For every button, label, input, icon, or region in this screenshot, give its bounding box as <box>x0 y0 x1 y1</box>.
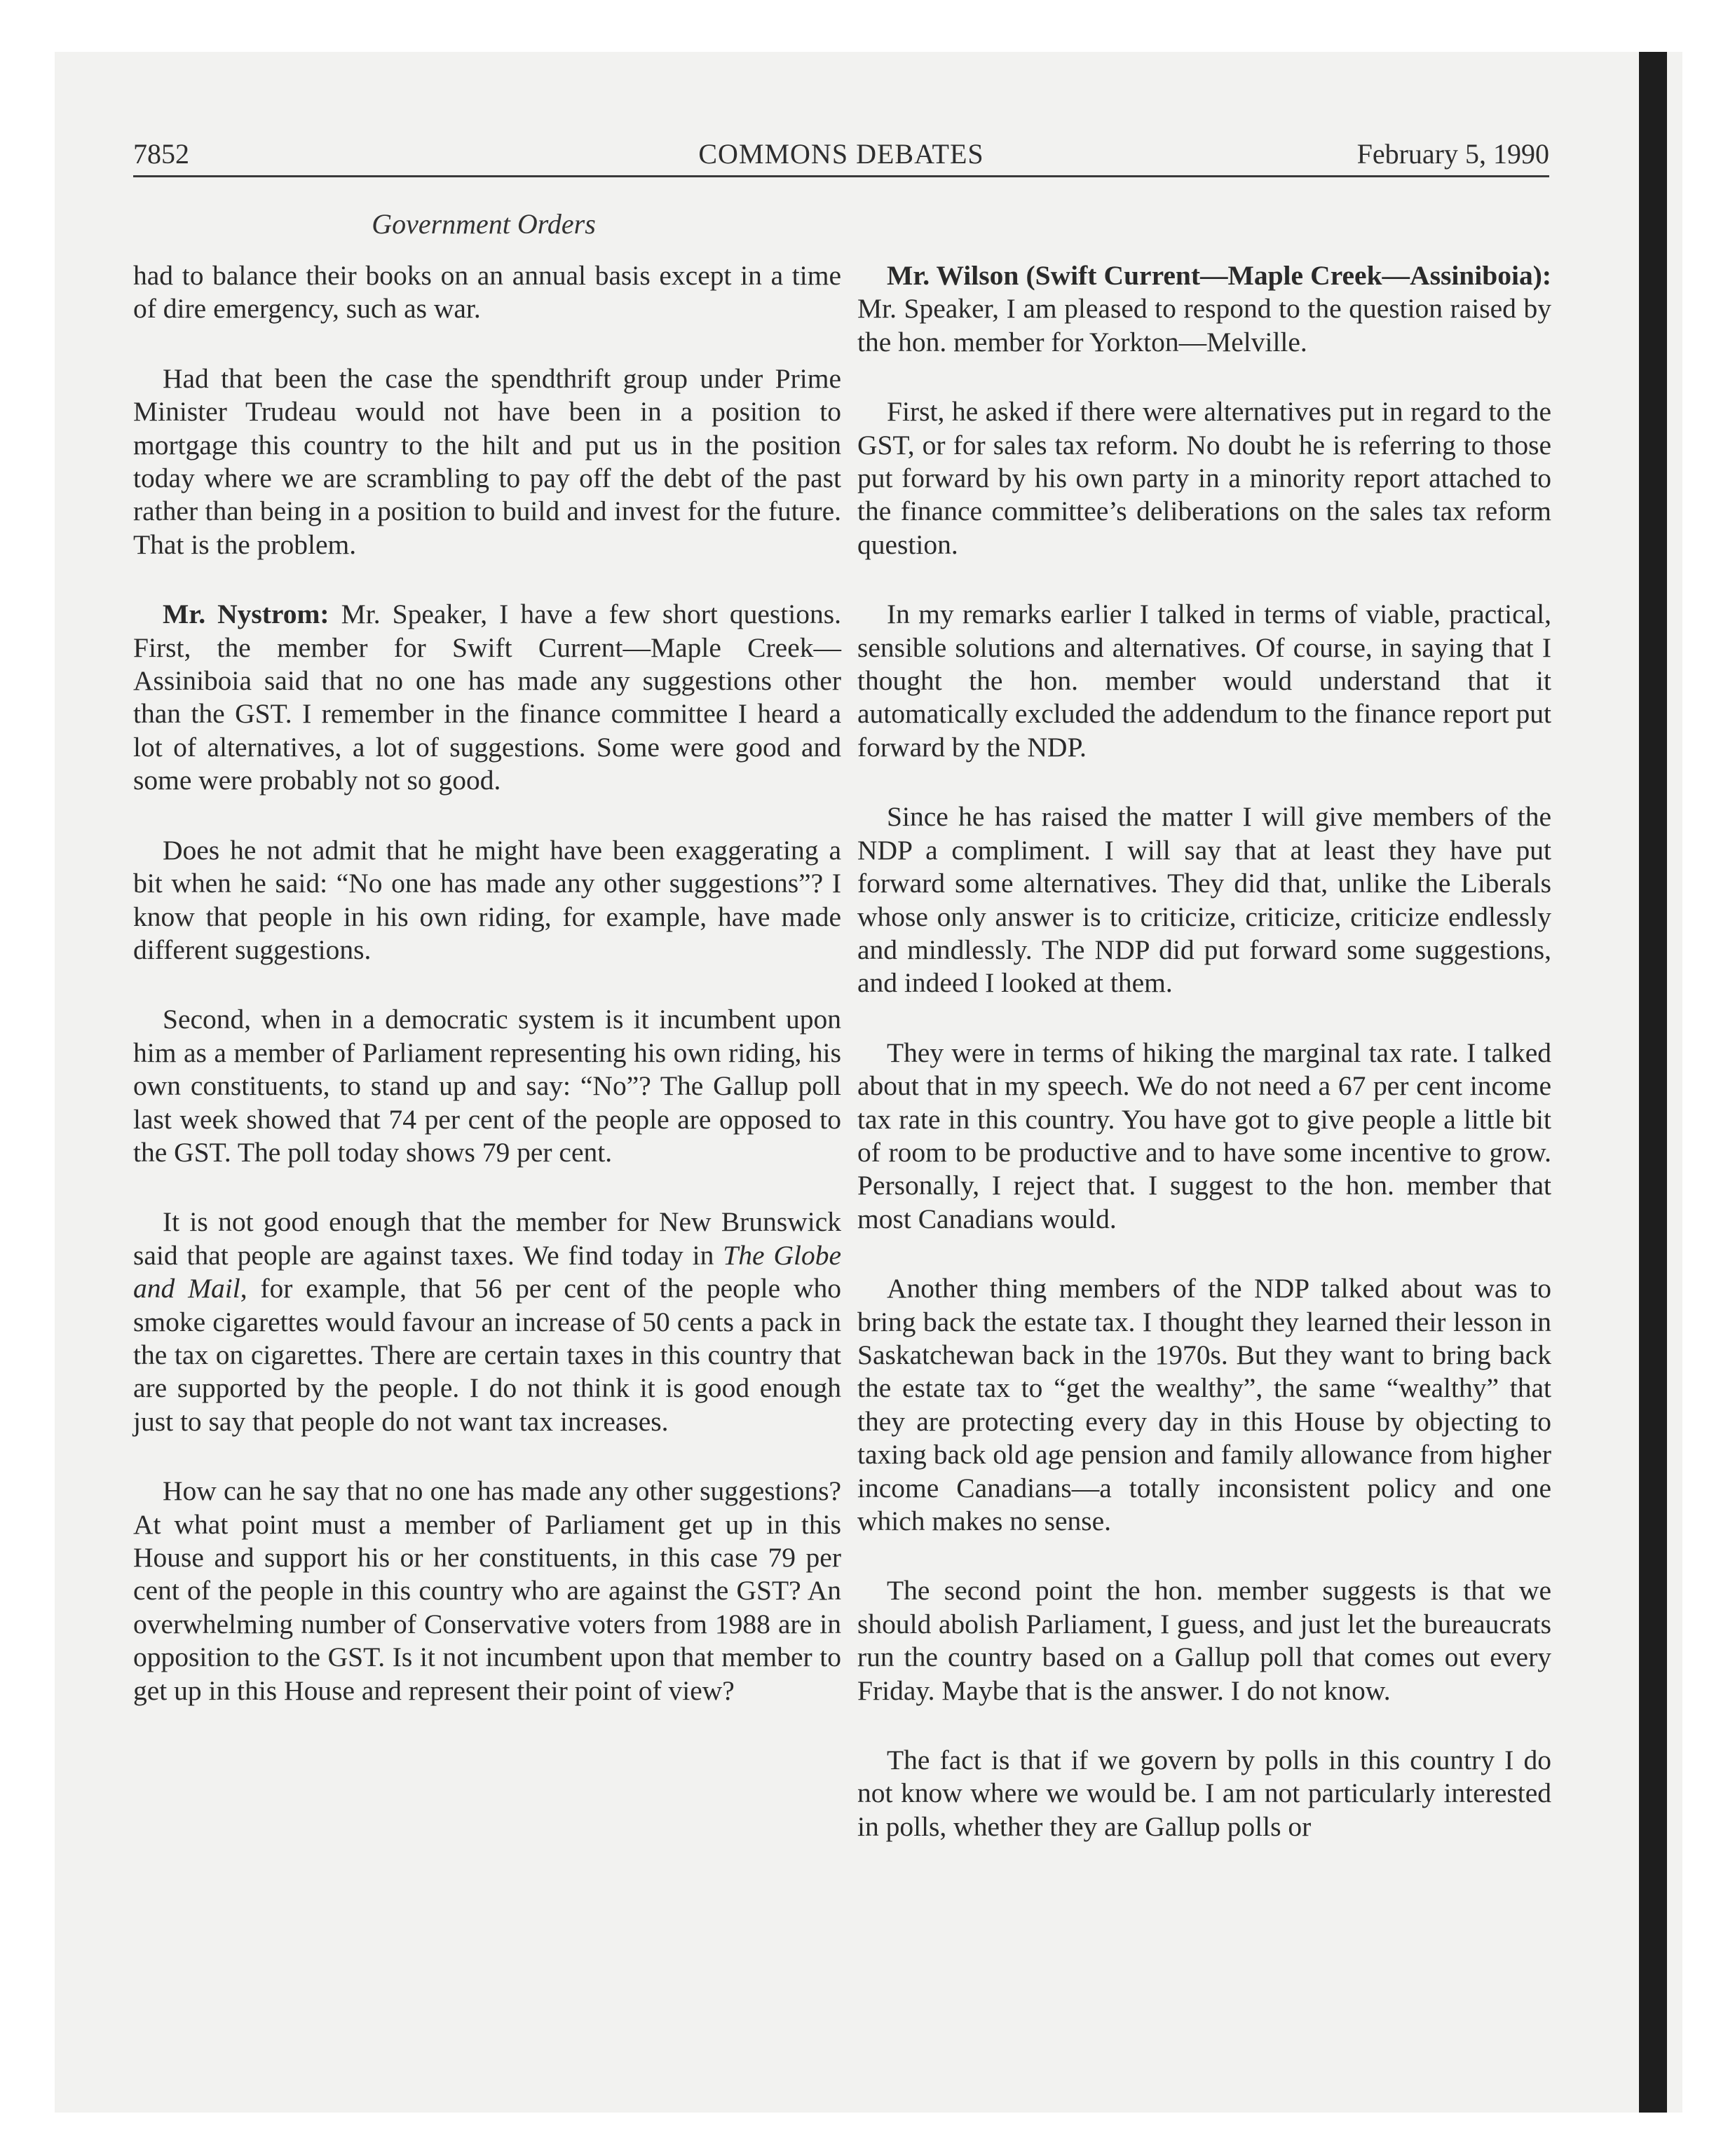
page-number: 7852 <box>133 138 189 170</box>
paragraph: They were in terms of hiking the marginal tax rate. I talked about that in my speech. We do not need a 67 per cent income tax rate in this country. You have got to give people a little bit of room to be productive and to have some incentive to grow. Personally, I reject that. I suggest to the hon. member that most Canadians would. <box>857 1037 1551 1234</box>
paragraph-text: , for example, that 56 per cent of the people who smoke cigarettes would favour an increase of 50 cents a pack in the tax on cigarettes. There are certain taxes in this country that are supported by the people. I do not think it is good enough just to say that people do not want tax increases. <box>133 1273 841 1437</box>
scan-border <box>1639 52 1667 2113</box>
paragraph: Second, when in a democratic system is it incumbent upon him as a member of Parliament representing his own riding, his own constituents, to stand up and say: “No”? The Gallup poll last week showed that 74 per cent of the people are opposed to the GST. The poll today shows 79 per cent. <box>133 1004 841 1168</box>
right-column <box>857 259 1551 1880</box>
paragraph-text: It is not good enough that the member for New Brunswick said that people are against taxes. We find today in <box>133 1206 841 1271</box>
paragraph <box>133 1206 841 1438</box>
paragraph: The second point the hon. member suggests is that we should abolish Parliament, I guess, and just let the bureaucrats run the country based on a Gallup poll that comes out every Friday. Maybe that is the answer. I do not know. <box>857 1575 1551 1706</box>
left-column <box>133 259 841 1744</box>
page-date: February 5, 1990 <box>1356 138 1549 170</box>
publication-title: COMMONS DEBATES <box>698 138 984 170</box>
paragraph: Since he has raised the matter I will give members of the NDP a compliment. I will say that at least they have put forward some alternatives. They did that, unlike the Liberals whose only answer is to criticize, criticize, criticize endlessly and mindlessly. The NDP did put forward some suggestions, and indeed I looked at them. <box>857 801 1551 999</box>
header-rule <box>133 175 1549 177</box>
paragraph <box>133 598 841 797</box>
paragraph: Does he not admit that he might have been exaggerating a bit when he said: “No one has made any other suggestions”? I know that people in his own riding, for example, have made different suggestions. <box>133 834 841 965</box>
paragraph: How can he say that no one has made any other suggestions? At what point must a member of Parliament get up in this House and support his or her constituents, in this case 79 per cent of the people in this country who are against the GST? An overwhelming number of Conservative voters from 1988 are in opposition to the GST. Is it not incumbent upon that member to get up in this House and represent their point of view? <box>133 1475 841 1706</box>
paragraph: Another thing members of the NDP talked about was to bring back the estate tax. I thought they learned their lesson in Saskatchewan back in the 1970s. But they want to bring back the estate tax to “get the wealthy”, the same “wealthy” that they are protecting every day in this House by objecting to taxing back old age pension and family allowance from higher income Canadians—a totally inconsistent policy and one which makes no sense. <box>857 1273 1551 1536</box>
publication-name: The Globe and Mail <box>133 1239 841 1304</box>
paragraph: In my remarks earlier I talked in terms of viable, practical, sensible solutions and alternatives. Of course, in saying that I thought the hon. member would understand that it automatically excluded the addendum to the finance report put forward by the NDP. <box>857 599 1551 763</box>
speaker-name: Mr. Wilson (Swift Current—Maple Creek—Assiniboia): <box>887 260 1551 291</box>
paragraph: First, he asked if there were alternatives put in regard to the GST, or for sales tax reform. No doubt he is referring to those put forward by his own party in a minority report attached to the finance committee’s deliberations on the sales tax reform question. <box>857 396 1551 560</box>
speaker-name: Mr. Nystrom: <box>163 599 329 630</box>
paragraph: Had that been the case the spendthrift group under Prime Minister Trudeau would not have been in a position to mortgage this country to the hilt and put us in the position today where we are scrambling to pay off the debt of the past rather than being in a position to build and invest for the future. That is the problem. <box>133 362 841 560</box>
paragraph: The fact is that if we govern by polls in this country I do not know where we would be. I am not particularly interested in polls, whether they are Gallup polls or <box>857 1745 1551 1842</box>
paragraph-text: Mr. Speaker, I have a few short questions. First, the member for Swift Current—Maple Creek—Assiniboia said that no one has made any suggestions other than the GST. I remember in the finance committee I heard a lot of alternatives, a lot of suggestions. Some were good and some were probably not so good. <box>133 599 841 796</box>
paragraph: had to balance their books on an annual basis except in a time of dire emergency, such as war. <box>133 260 841 325</box>
section-title: Government Orders <box>372 208 596 240</box>
paragraph <box>857 259 1551 359</box>
paragraph-text: Mr. Speaker, I am pleased to respond to the question raised by the hon. member for Yorkton—Melville. <box>857 293 1551 357</box>
page-header <box>133 137 1549 171</box>
